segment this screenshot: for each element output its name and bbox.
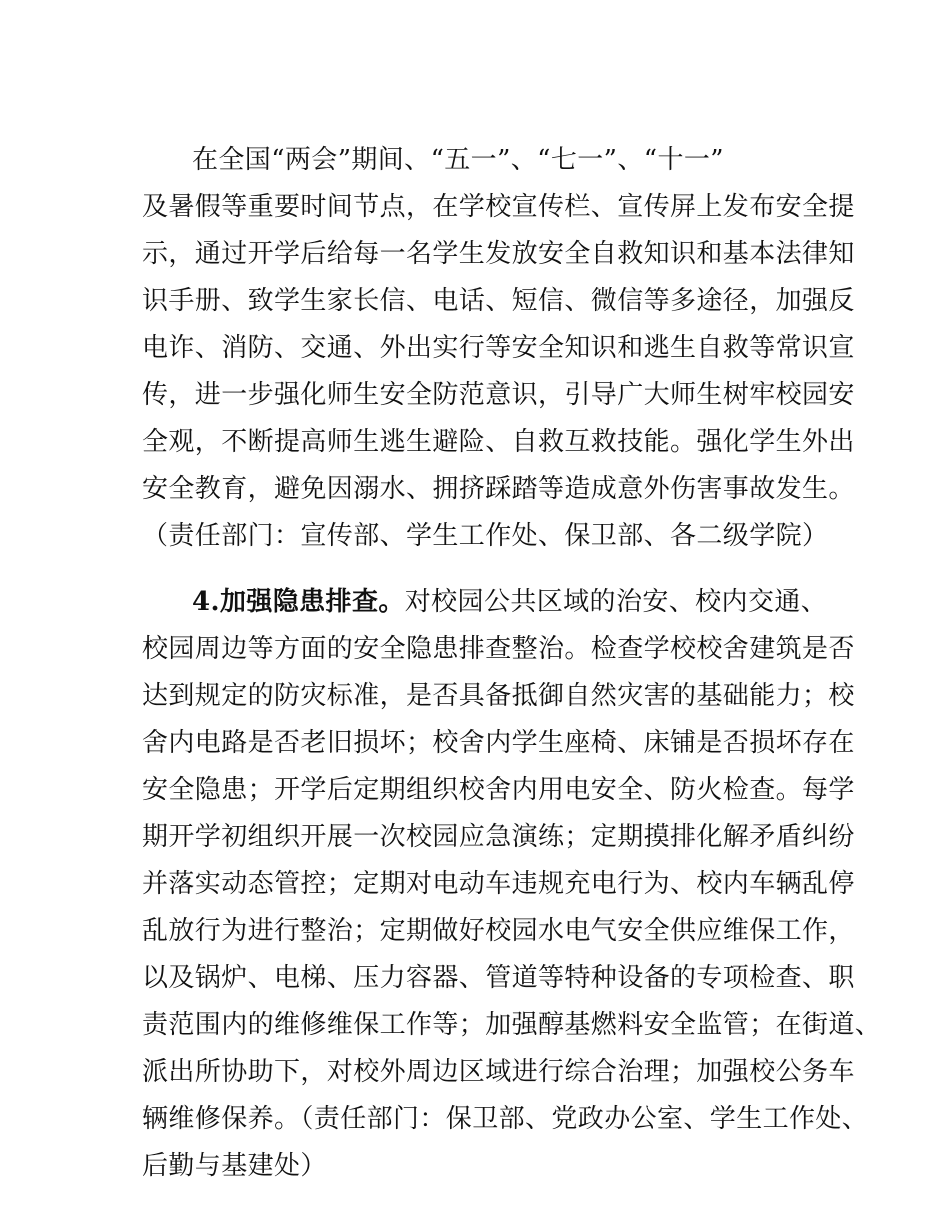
paragraph-2-line-7: 并落实动态管控；定期对电动车违规充电行为、校内车辆乱停 [142, 869, 855, 899]
paragraph-2-line-4: 舍内电路是否老旧损坏；校舍内学生座椅、床铺是否损坏存在 [142, 728, 855, 758]
paragraph-1-line-4: 识手册、致学生家长信、电话、短信、微信等多途径，加强反 [142, 286, 855, 316]
paragraph-1-line-9: （责任部门：宣传部、学生工作处、保卫部、各二级学院） [142, 521, 829, 551]
paragraph-2-line-1-text: 对校园公共区域的治安、校内交通、 [404, 587, 828, 617]
paragraph-2-line-5: 安全隐患；开学后定期组织校舍内用电安全、防火检查。每学 [142, 775, 855, 805]
paragraph-1-line-5: 电诈、消防、交通、外出实行等安全知识和逃生自救等常识宣 [142, 333, 855, 363]
paragraph-2-line-6: 期开学初组织开展一次校园应急演练；定期摸排化解矛盾纠纷 [142, 822, 855, 852]
paragraph-1-line-8: 安全教育，避免因溺水、拥挤踩踏等造成意外伤害事故发生。 [142, 474, 855, 504]
paragraph-2-line-1 [192, 584, 882, 620]
paragraph-1-line-6: 传，进一步强化师生安全防范意识，引导广大师生树牢校园安 [142, 380, 855, 410]
paragraph-2-line-2: 校园周边等方面的安全隐患排查整治。检查学校校舍建筑是否 [142, 634, 855, 664]
section-heading: 4.加强隐患排查。 [192, 587, 405, 617]
paragraph-2-line-12: 辆维修保养。（责任部门：保卫部、党政办公室、学生工作处、 [142, 1104, 869, 1134]
paragraph-1-line-1: 在全国“两会”期间、“五一”、“七一”、“十一” [192, 145, 724, 175]
paragraph-2-line-13: 后勤与基建处） [142, 1151, 327, 1181]
paragraph-1-line-7: 全观，不断提高师生逃生避险、自救互救技能。强化学生外出 [142, 427, 855, 457]
paragraph-1-line-2: 及暑假等重要时间节点，在学校宣传栏、宣传屏上发布安全提 [142, 192, 855, 222]
paragraph-2-line-3: 达到规定的防灾标准，是否具备抵御自然灾害的基础能力；校 [142, 681, 855, 711]
paragraph-2-line-8: 乱放行为进行整治；定期做好校园水电气安全供应维保工作， [142, 916, 855, 946]
paragraph-1-line-3: 示，通过开学后给每一名学生发放安全自救知识和基本法律知 [142, 239, 855, 269]
paragraph-2-line-10: 责范围内的维修维保工作等；加强醇基燃料安全监管；在街道、 [142, 1010, 882, 1040]
paragraph-2-line-11: 派出所协助下，对校外周边区域进行综合治理；加强校公务车 [142, 1057, 855, 1087]
paragraph-2-line-9: 以及锅炉、电梯、压力容器、管道等特种设备的专项检查、职 [142, 963, 855, 993]
